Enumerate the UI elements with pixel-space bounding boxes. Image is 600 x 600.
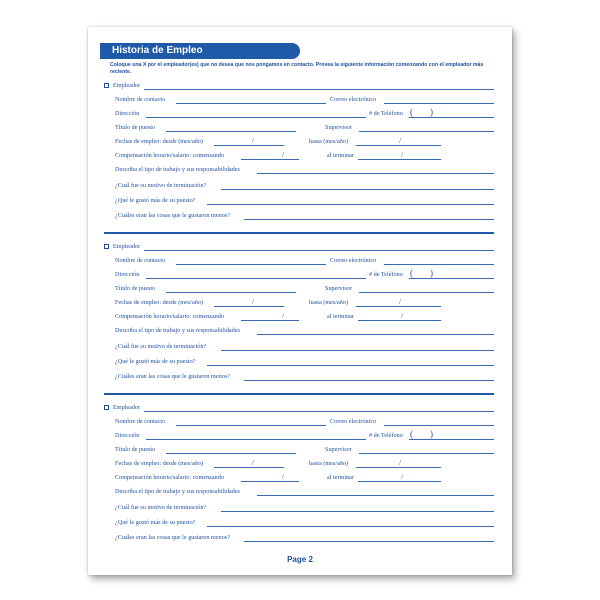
date-slash: / [399,458,402,467]
date-to-field[interactable] [356,467,441,468]
address-label: Dirección [115,432,140,439]
date-from-field[interactable] [214,306,284,307]
employer-label: Empleador [113,82,141,89]
form-row [104,107,496,119]
date-to-field[interactable] [356,306,441,307]
date-slash: / [252,136,255,145]
form-row [104,534,496,543]
termination-field[interactable] [221,350,494,351]
comp-end-field[interactable] [358,481,441,482]
comp-end-field[interactable] [358,159,441,160]
dates-from-label: Fechas de empleo: desde (mes/año) [115,460,203,467]
duties-field[interactable] [257,173,494,174]
form-row [104,182,496,191]
form-row [104,358,496,367]
address-label: Dirección [115,110,140,117]
comp-start-label: Compensación horario/salario: comenzando [115,313,224,320]
comp-end-label: al terminar [327,152,354,159]
supervisor-label: Supervisor [325,285,352,292]
form-row [104,446,496,455]
phone-label: # de Teléfono [369,271,403,278]
do-not-contact-checkbox[interactable] [104,83,109,88]
supervisor-field[interactable] [359,292,494,293]
comp-slash: / [282,150,285,159]
employer-section [104,404,496,559]
phone-label: # de Teléfono [369,110,403,117]
contact-name-field[interactable] [176,264,326,265]
email-label: Correo electrónico [330,257,377,264]
form-row [104,327,496,336]
contact-name-label: Nombre de contacto [115,418,166,425]
phone-field[interactable] [409,117,494,118]
date-slash: / [399,297,402,306]
termination-label: ¿Cuál fue su motivo de terminación? [115,343,207,350]
liked-most-label: ¿Qué le gustó más de su puesto? [115,519,196,526]
job-title-field[interactable] [166,292,296,293]
job-title-field[interactable] [166,453,296,454]
form-row [104,418,496,427]
email-field[interactable] [384,103,494,104]
form-row [104,343,496,352]
employer-field[interactable] [144,411,494,412]
liked-most-field[interactable] [207,526,494,527]
form-row [104,285,496,294]
form-row [104,519,496,528]
form-row [104,166,496,175]
phone-paren-close: ) [430,429,433,439]
comp-slash: / [282,311,285,320]
job-title-label: Título de puesto [115,124,156,131]
email-field[interactable] [384,425,494,426]
job-title-label: Título de puesto [115,446,156,453]
liked-least-label: ¿Cuáles eran las cosas que le gustaron menos? [115,373,230,380]
supervisor-label: Supervisor [325,124,352,131]
comp-slash: / [282,472,285,481]
page-number: Page 2 [287,555,313,564]
liked-least-field[interactable] [244,219,494,220]
phone-label: # de Teléfono [369,432,403,439]
address-label: Dirección [115,271,140,278]
section-divider [104,232,494,234]
dates-from-label: Fechas de empleo: desde (mes/año) [115,299,203,306]
form-row [104,243,496,252]
dates-to-label: hasta (mes/año) [309,138,349,145]
section-title-banner: Historia de Empleo [100,43,300,59]
termination-field[interactable] [221,189,494,190]
comp-start-field[interactable] [241,481,299,482]
contact-name-field[interactable] [176,103,326,104]
date-slash: / [399,136,402,145]
comp-start-field[interactable] [241,159,299,160]
comp-end-field[interactable] [358,320,441,321]
liked-least-label: ¿Cuáles eran las cosas que le gustaron menos? [115,212,230,219]
form-row [104,124,496,133]
form-row [104,299,496,308]
employer-field[interactable] [144,250,494,251]
date-to-field[interactable] [356,145,441,146]
form-row [104,313,496,322]
address-field[interactable] [146,117,366,118]
liked-most-label: ¿Qué le gustó más de su puesto? [115,197,196,204]
contact-name-label: Nombre de contacto [115,96,166,103]
contact-name-field[interactable] [176,425,326,426]
email-label: Correo electrónico [330,418,377,425]
duties-label: Describa el tipo de trabajo y sus responsabilidades [115,488,240,495]
form-row [104,488,496,497]
form-row [104,268,496,280]
phone-paren-open: ( [410,268,413,278]
employer-label: Empleador [113,404,141,411]
form-row [104,460,496,469]
duties-field[interactable] [257,334,494,335]
employer-label: Empleador [113,243,141,250]
duties-field[interactable] [257,495,494,496]
do-not-contact-checkbox[interactable] [104,244,109,249]
phone-paren-open: ( [410,107,413,117]
dates-from-label: Fechas de empleo: desde (mes/año) [115,138,203,145]
form-row [104,474,496,483]
liked-least-label: ¿Cuáles eran las cosas que le gustaron menos? [115,534,230,541]
date-slash: / [252,297,255,306]
comp-slash: / [401,311,404,320]
termination-label: ¿Cuál fue su motivo de terminación? [115,504,207,511]
form-row [104,429,496,441]
do-not-contact-checkbox[interactable] [104,405,109,410]
form-row [104,257,496,266]
liked-least-field[interactable] [244,380,494,381]
termination-field[interactable] [221,511,494,512]
supervisor-label: Supervisor [325,446,352,453]
employer-field[interactable] [144,89,494,90]
comp-start-field[interactable] [241,320,299,321]
duties-label: Describa el tipo de trabajo y sus responsabilidades [115,327,240,334]
job-title-label: Título de puesto [115,285,156,292]
phone-paren-open: ( [410,429,413,439]
employer-section [104,82,496,237]
liked-most-label: ¿Qué le gustó más de su puesto? [115,358,196,365]
supervisor-field[interactable] [359,453,494,454]
date-from-field[interactable] [214,467,284,468]
contact-name-label: Nombre de contacto [115,257,166,264]
dates-to-label: hasta (mes/año) [309,299,349,306]
form-row [104,152,496,161]
email-field[interactable] [384,264,494,265]
date-from-field[interactable] [214,145,284,146]
form-row [104,404,496,413]
comp-start-label: Compensación horario/salario: comenzando [115,152,224,159]
phone-paren-close: ) [430,268,433,278]
termination-label: ¿Cuál fue su motivo de terminación? [115,182,207,189]
form-row [104,197,496,206]
comp-start-label: Compensación horario/salario: comenzando [115,474,224,481]
date-slash: / [252,458,255,467]
job-title-field[interactable] [166,131,296,132]
dates-to-label: hasta (mes/año) [309,460,349,467]
liked-most-field[interactable] [207,365,494,366]
liked-least-field[interactable] [244,541,494,542]
phone-field[interactable] [409,439,494,440]
supervisor-field[interactable] [359,131,494,132]
form-row [104,138,496,147]
email-label: Correo electrónico [330,96,377,103]
section-divider [104,393,494,395]
form-row [104,212,496,221]
employer-section [104,243,496,398]
comp-end-label: al terminar [327,313,354,320]
form-row [104,504,496,513]
phone-field[interactable] [409,278,494,279]
form-row [104,373,496,382]
comp-slash: / [401,472,404,481]
instructions-text: Coloque una X por el empleador(es) que no desea que nos pongamos en contacto. Provea la siguiente información comenzando con el empleador más reciente. [110,62,484,75]
liked-most-field[interactable] [207,204,494,205]
comp-end-label: al terminar [327,474,354,481]
duties-label: Describa el tipo de trabajo y sus responsabilidades [115,166,240,173]
form-row [104,82,496,91]
phone-paren-close: ) [430,107,433,117]
address-field[interactable] [146,278,366,279]
form-page [88,27,512,575]
form-row [104,96,496,105]
comp-slash: / [401,150,404,159]
address-field[interactable] [146,439,366,440]
